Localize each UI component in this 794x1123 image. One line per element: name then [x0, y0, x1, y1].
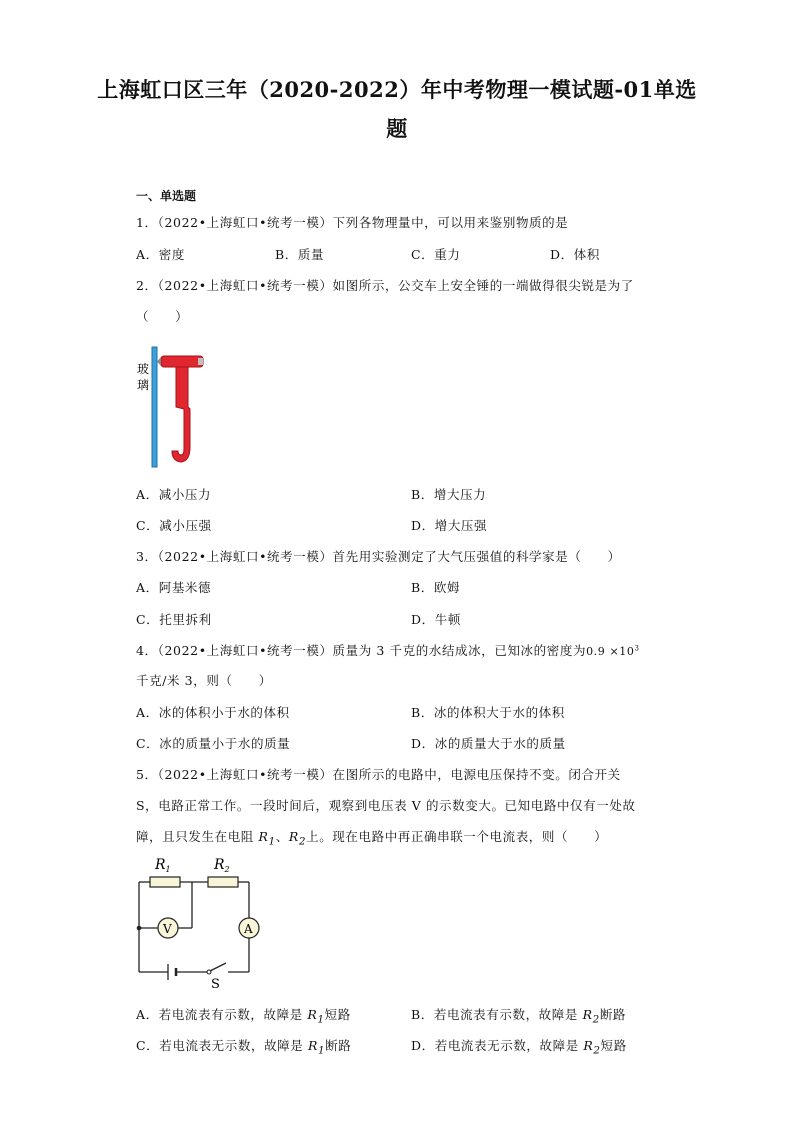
hammer-head — [161, 356, 203, 367]
section-heading: 一、单选题 — [136, 189, 197, 203]
question-1-option-c: C．重力 — [411, 247, 461, 262]
question-2-option-d: D．增大压强 — [411, 518, 488, 533]
question-1-option-b: B．质量 — [275, 247, 325, 262]
question-4-stem — [136, 641, 640, 659]
document-title: 上海虹口区三年（2020-2022）年中考物理一模试题-01单选 — [97, 77, 697, 102]
question-5-option-a: A．若电流表有示数，故障是 $R_1$短路 — [136, 1007, 351, 1026]
question-2-option-c: C．减小压强 — [136, 518, 212, 533]
question-1-stem: 1．（2022•上海虹口•统考一模）下列各物理量中，可以用来鉴别物质的是 — [136, 215, 569, 230]
question-5-stem-3: 障，且只发生在电阻 $R_1$、$R_2$上。现在电路中再正确串联一个电流表，则（ ） — [136, 829, 608, 848]
question-2-stem: 2．（2022•上海虹口•统考一模）如图所示，公交车上安全锤的一端做得很尖锐是为了 — [136, 278, 634, 293]
question-5-stem: 5．（2022•上海虹口•统考一模）在图所示的电路中，电源电压保持不变。闭合开关 — [136, 767, 621, 782]
ice-density-value: $0.9 \times 10^3$ — [586, 644, 640, 658]
question-3-option-a: A．阿基米德 — [136, 580, 212, 595]
question-4-option-d: D．冰的质量大于水的质量 — [411, 736, 566, 751]
junction-dot — [137, 926, 142, 931]
ammeter-label: A — [244, 922, 253, 936]
question-4-option-c: C．冰的质量小于水的质量 — [136, 736, 291, 751]
question-3-stem: 3．（2022•上海虹口•统考一模）首先用实验测定了大气压强值的科学家是（ ） — [136, 549, 621, 564]
question-1-option-a: A．密度 — [136, 247, 185, 262]
question-5-option-d: D．若电流表无示数，故障是 $R_2$短路 — [411, 1038, 627, 1057]
question-4-option-a: A．冰的体积小于水的体积 — [136, 705, 290, 720]
document-title-continued: 题 — [386, 116, 408, 141]
question-5-option-c: C．若电流表无示数，故障是 $R_1$断路 — [136, 1038, 352, 1057]
hammer-cap — [198, 358, 203, 365]
resistor-r1 — [150, 877, 180, 887]
circuit-diagram — [128, 852, 268, 990]
resistor-r2 — [208, 877, 238, 887]
question-4-stem-text: 4．（2022•上海虹口•统考一模）质量为 3 千克的水结成冰，已知冰的密度为 — [136, 643, 587, 658]
hammer-handle — [172, 367, 190, 462]
r1-label: $R_1$ — [155, 857, 171, 874]
voltmeter-label: V — [163, 922, 172, 936]
question-5-stem-2: S，电路正常工作。一段时间后，观察到电压表 V 的示数变大。已知电路中仅有一处故 — [136, 798, 636, 813]
glass-label-char-1: 玻璃 — [137, 362, 150, 392]
question-1-option-d: D．体积 — [550, 247, 600, 262]
r2-label: $R_2$ — [214, 857, 230, 874]
glass-pane — [152, 347, 157, 467]
question-2-option-a: A．减小压力 — [136, 487, 212, 502]
question-4-stem-continued: 千克/米 3，则（ ） — [136, 673, 272, 688]
question-3-option-c: C．托里拆利 — [136, 612, 212, 627]
safety-hammer-figure — [132, 343, 212, 473]
question-2-option-b: B．增大压力 — [411, 487, 487, 502]
switch-lever — [210, 963, 226, 971]
switch-label: S — [211, 977, 220, 990]
question-5-option-b: B．若电流表有示数，故障是 $R_2$断路 — [411, 1007, 627, 1026]
question-2-stem-bracket: （ ） — [136, 309, 189, 324]
question-3-option-d: D．牛顿 — [411, 612, 461, 627]
question-3-option-b: B．欧姆 — [411, 580, 461, 595]
hammer-tip — [157, 357, 161, 366]
question-4-option-b: B．冰的体积大于水的体积 — [411, 705, 565, 720]
